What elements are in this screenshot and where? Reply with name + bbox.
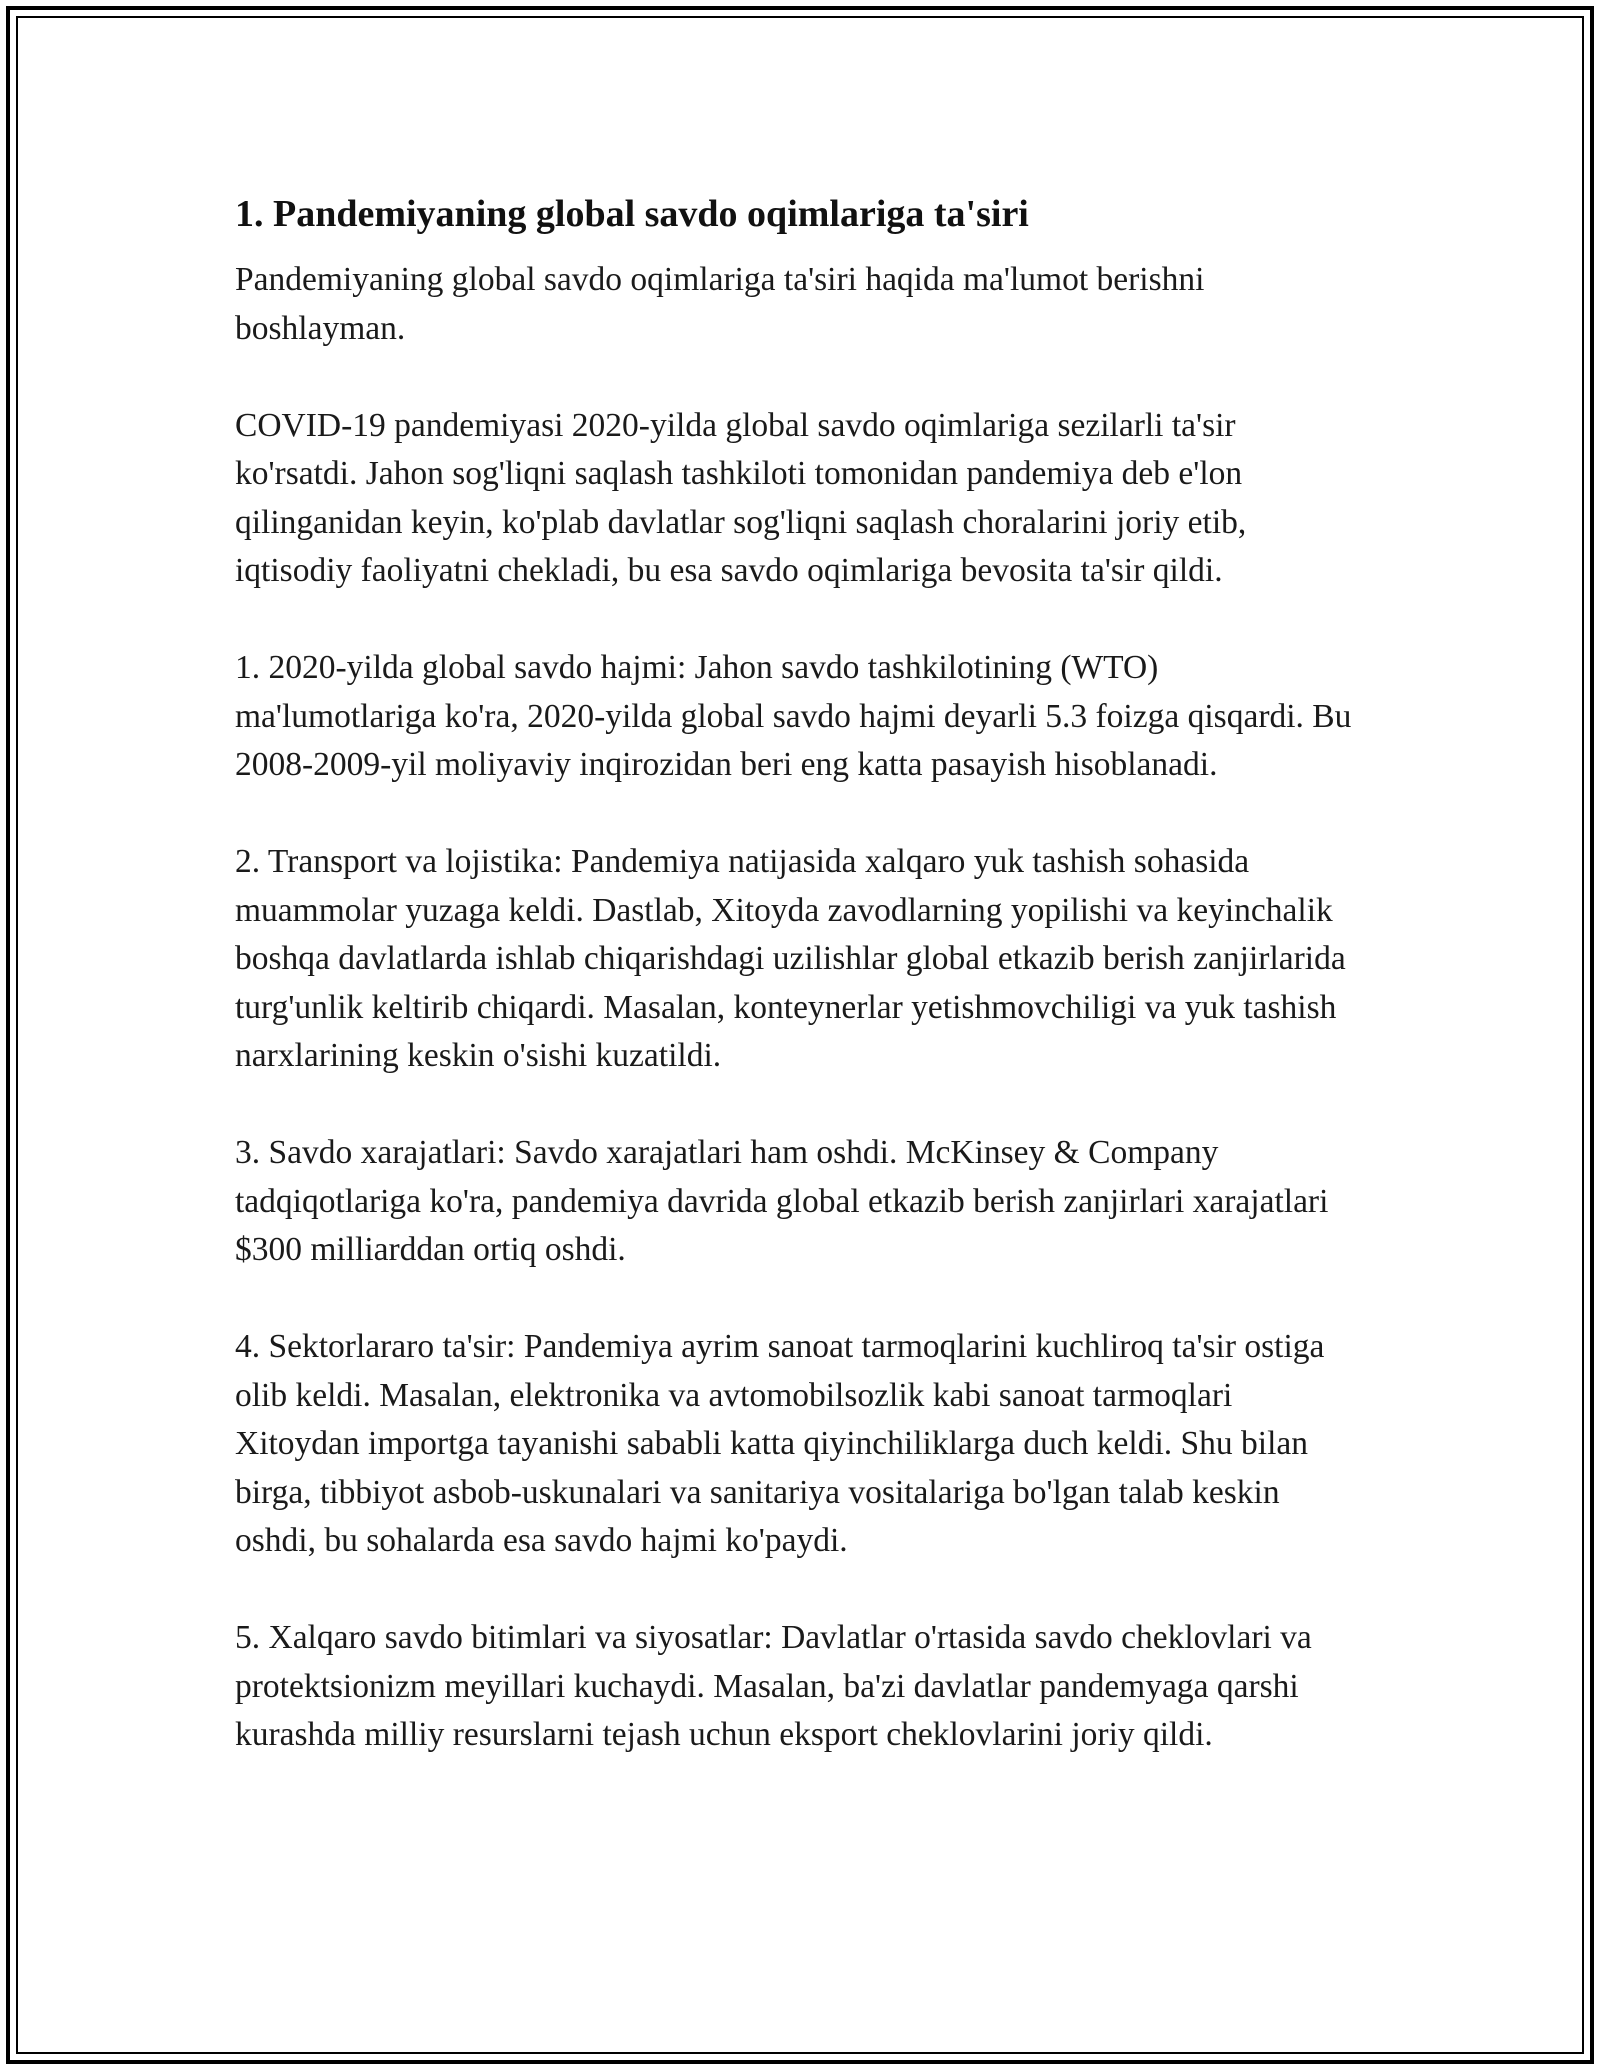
context-paragraph: COVID-19 pandemiyasi 2020-yilda global savdo oqimlariga sezilarli ta'sir ko'rsatdi. Jahon sog'liqni saqlash tashkiloti tomonidan pandemiya deb e'lon qilinganidan keyin, ko'plab davlatlar sog'liqni saqlash choralarini joriy etib, iqtisodiy faoliyatni chekladi, bu esa savdo oqimlariga bevosita ta'sir qildi. [235,406,1247,589]
document-title: 1. Pandemiyaning global savdo oqimlariga ta'siri [235,193,1029,235]
point-5-trade-policies: 5. Xalqaro savdo bitimlari va siyosatlar: Davlatlar o'rtasida savdo cheklovlari va protektsionizm meyillari kuchaydi. Masalan, ba'zi davlatlar pandemyaga qarshi kurashda milliy resurslarni tejash uchun eksport cheklovlarini joriy qildi. [235,1619,1312,1753]
point-3-trade-costs: 3. Savdo xarajatlari: Savdo xarajatlari ham oshdi. McKinsey & Company tadqiqotlariga ko'ra, pandemiya davrida global etkazib berish zanjirlari xarajatlari $300 milliarddan ortiq oshdi. [235,1134,1329,1268]
intro-paragraph: Pandemiyaning global savdo oqimlariga ta'siri haqida ma'lumot berishni boshlayman. [235,261,1205,347]
document-body [235,186,1365,1808]
point-2-transport-logistics: 2. Transport va lojistika: Pandemiya natijasida xalqaro yuk tashish sohasida muammolar yuzaga keldi. Dastlab, Xitoyda zavodlarning yopilishi va keyinchalik boshqa davlatlarda ishlab chiqarishdagi uzilishlar global etkazib berish zanjirlarida turg'unlik keltirib chiqardi. Masalan, konteynerlar yetishmovchiligi va yuk tashish narxlarining keskin o'sishi kuzatildi. [235,843,1346,1074]
point-4-sectoral-impact: 4. Sektorlararo ta'sir: Pandemiya ayrim sanoat tarmoqlarini kuchliroq ta'sir ostiga olib keldi. Masalan, elektronika va avtomobilsozlik kabi sanoat tarmoqlari Xitoydan importga tayanishi sababli katta qiyinchiliklarga duch keldi. Shu bilan birga, tibbiyot asbob-uskunalari va sanitariya vositalariga bo'lgan talab keskin oshdi, bu sohalarda esa savdo hajmi ko'paydi. [235,1328,1325,1559]
point-1-trade-volume: 1. 2020-yilda global savdo hajmi: Jahon savdo tashkilotining (WTO) ma'lumotlariga ko'ra, 2020-yilda global savdo hajmi deyarli 5.3 foizga qisqardi. Bu 2008-2009-yil moliyaviy inqirozidan beri eng katta pasayish hisoblanadi. [235,649,1352,783]
